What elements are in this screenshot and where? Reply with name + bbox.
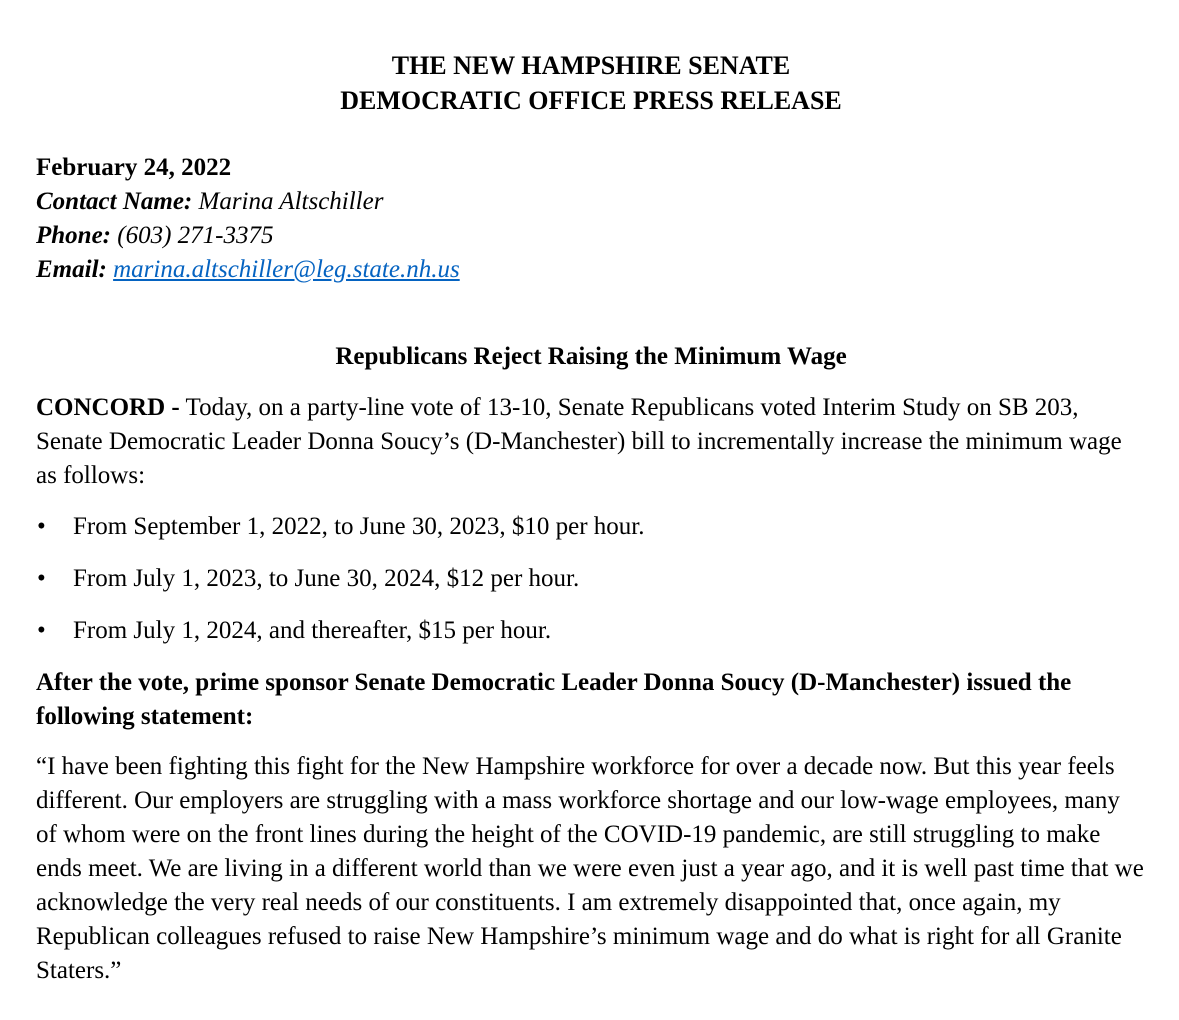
list-item [36,614,1146,648]
contact-phone-line [36,219,1146,253]
header-line-senate: THE NEW HAMPSHIRE SENATE [391,51,791,80]
contact-name-value: Marina Altschiller [198,188,384,215]
contact-name-line [36,185,1146,219]
contact-phone-value: (603) 271-3375 [117,222,274,249]
contact-phone-label: Phone: [36,222,111,249]
contact-block [36,151,1146,287]
bullet-icon: • [37,617,46,644]
lead-paragraph [36,391,1146,493]
contact-email-link[interactable]: marina.altschiller@leg.state.nh.us [113,256,460,283]
bullet-icon: • [37,565,46,592]
contact-name-label: Contact Name: [36,188,193,215]
contact-email-label: Email: [36,256,107,283]
list-item-text: From September 1, 2022, to June 30, 2023, $10 per hour. [73,513,645,540]
header-line-office: DEMOCRATIC OFFICE PRESS RELEASE [340,86,842,115]
list-item [36,510,1146,544]
statement-intro: After the vote, prime sponsor Senate Democratic Leader Donna Soucy (D-Manchester) issued the following statement: [36,669,1072,730]
contact-email-line [36,253,1146,287]
statement-quote: “I have been fighting this fight for the New Hampshire workforce for over a decade now. But this year feels different. Our employers are struggling with a mass workforce shortage and our low-wage employees, many of whom were on the front lines during the height of the COVID-19 pandemic, are still struggling to make ends meet. We are living in a different world than we were even just a year ago, and it is well past time that we acknowledge the very real needs of our constituents. I am extremely disappointed that, once again, my Republican colleagues refused to raise New Hampshire’s minimum wage and do what is right for all Granite Staters.” [36,753,1144,984]
release-date: February 24, 2022 [36,154,232,181]
bullet-icon: • [37,513,46,540]
press-release-header [36,48,1146,118]
headline: Republicans Reject Raising the Minimum Wage [335,343,847,370]
list-item-text: From July 1, 2023, to June 30, 2024, $12 per hour. [73,565,580,592]
lead-text: Today, on a party-line vote of 13-10, Senate Republicans voted Interim Study on SB 203, Senate Democratic Leader Donna Soucy’s (D-Manchester) bill to incrementally increase the minimum wage as follows: [36,394,1122,489]
list-item-text: From July 1, 2024, and thereafter, $15 per hour. [73,617,552,644]
wage-schedule-list [36,510,1146,648]
list-item [36,562,1146,596]
dateline: CONCORD - [36,394,180,421]
press-release-page [36,48,1146,988]
